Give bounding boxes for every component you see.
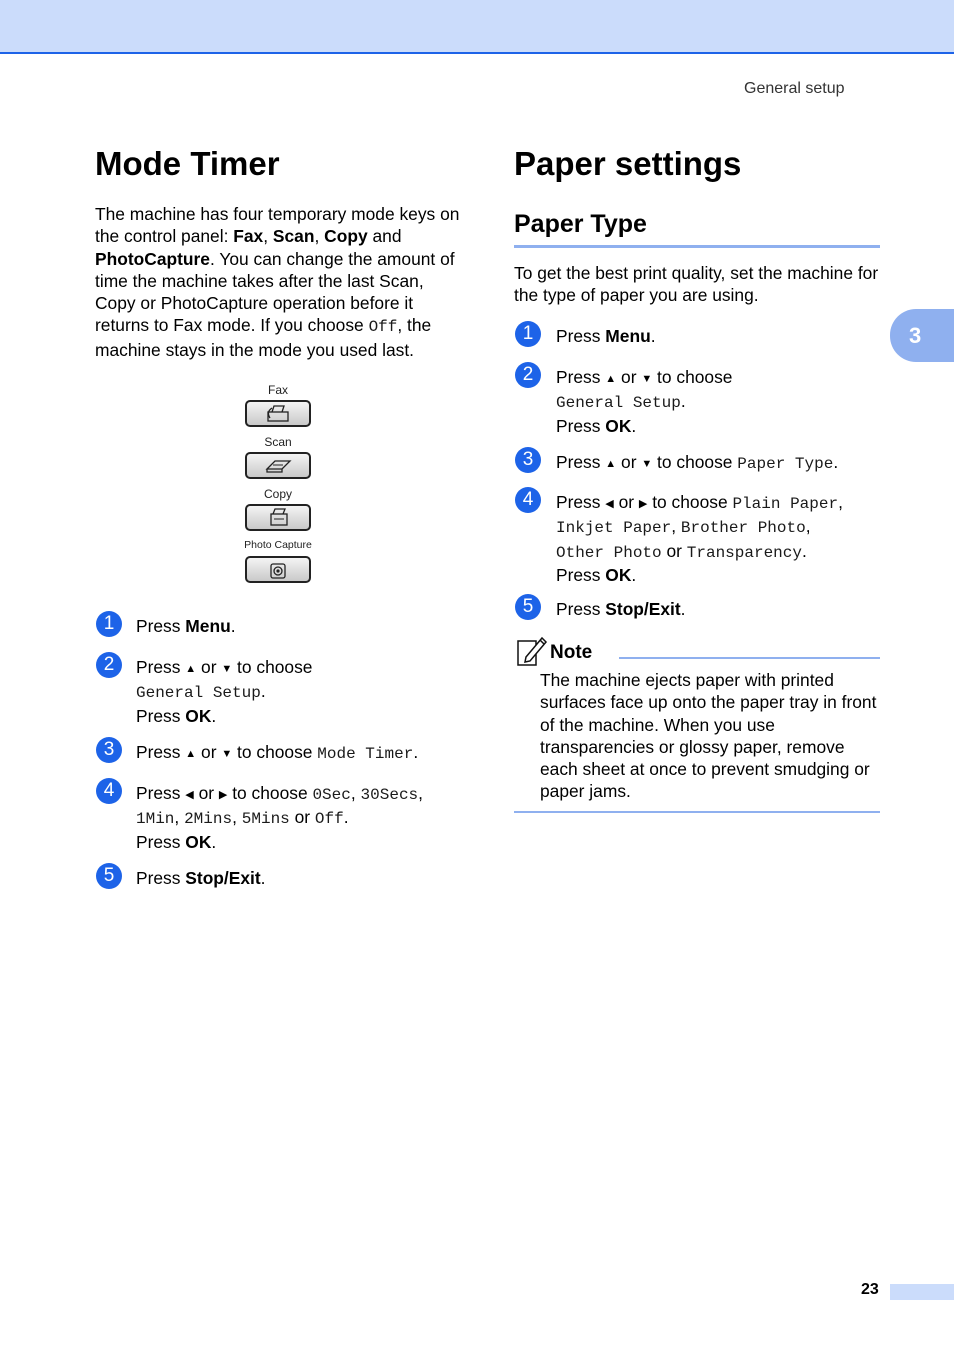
subtitle-rule [514, 245, 880, 248]
up-arrow-icon: ▲ [605, 458, 617, 470]
step-number-5: 5 [96, 863, 122, 889]
chapter-tab [890, 309, 954, 362]
page-number: 23 [861, 1281, 879, 1298]
subsection-title-paper-type: Paper Type [514, 210, 647, 238]
step-number-4: 4 [515, 487, 541, 513]
mode-timer-step-2: Press ▲ or ▼ to choose General Setup. Press OK. [136, 657, 313, 726]
scan-key [245, 452, 311, 479]
paper-type-step-1: Press Menu. [556, 326, 656, 346]
page-tab [890, 1284, 954, 1300]
down-arrow-icon: ▼ [641, 373, 653, 385]
step-number-3: 3 [515, 447, 541, 473]
note-rule-bottom [514, 811, 880, 813]
step-number-2: 2 [96, 652, 122, 678]
mode-keys-illustration [228, 383, 328, 591]
top-band [0, 0, 954, 54]
step-number-4: 4 [96, 778, 122, 804]
up-arrow-icon: ▲ [185, 663, 197, 675]
fax-key-label: Fax [267, 383, 288, 397]
section-title-mode-timer: Mode Timer [95, 145, 280, 182]
down-arrow-icon: ▼ [641, 458, 653, 470]
left-arrow-icon: ◀ [605, 498, 614, 510]
mode-timer-step-5: Press Stop/Exit. [136, 868, 266, 888]
step-number-2: 2 [515, 362, 541, 388]
note-label: Note [550, 642, 593, 663]
chapter-number: 3 [909, 322, 922, 348]
mode-timer-step-3: Press ▲ or ▼ to choose Mode Timer. [136, 742, 419, 763]
scanner-icon [263, 456, 293, 476]
running-header: General setup [744, 80, 845, 97]
fax-key [245, 400, 311, 427]
right-arrow-icon: ▶ [638, 498, 648, 510]
copy-key [245, 504, 311, 531]
mode-timer-step-1: Press Menu. [136, 616, 236, 636]
left-arrow-icon: ◀ [185, 789, 194, 801]
copier-icon [263, 508, 293, 528]
step-number-3: 3 [96, 737, 122, 763]
down-arrow-icon: ▼ [221, 748, 233, 760]
paper-type-step-3: Press ▲ or ▼ to choose Paper Type. [556, 452, 839, 473]
up-arrow-icon: ▲ [605, 373, 617, 385]
section-title-paper-settings: Paper settings [514, 145, 742, 182]
note-rule-top [619, 657, 880, 659]
step-number-1: 1 [515, 321, 541, 347]
paper-type-step-5: Press Stop/Exit. [556, 599, 686, 619]
down-arrow-icon: ▼ [221, 663, 233, 675]
step-number-1: 1 [96, 611, 122, 637]
right-arrow-icon: ▶ [218, 789, 228, 801]
photo-capture-key-label: Photo Capture [244, 539, 312, 551]
photo-capture-key [245, 556, 311, 583]
fax-icon [263, 404, 293, 424]
scan-key-label: Scan [264, 435, 292, 449]
paper-type-intro: To get the best print quality, set the machine for the type of paper you are using. [514, 263, 879, 306]
paper-type-step-2: Press ▲ or ▼ to choose General Setup. Press OK. [556, 367, 733, 436]
mode-timer-step-4: Press ◀ or ▶ to choose 0Sec, 30Secs, 1Min, 2Mins, 5Mins or Off. Press OK. [136, 783, 423, 852]
paper-type-step-4: Press ◀ or ▶ to choose Plain Paper, Inkjet Paper, Brother Photo, Other Photo or Transparency. Press OK. [556, 492, 843, 585]
up-arrow-icon: ▲ [185, 748, 197, 760]
camera-icon [263, 560, 293, 580]
note-text: The machine ejects paper with printed surfaces face up onto the paper tray in front of the machine. When you use transparencies or glossy paper, remove each sheet at once to prevent smudging or paper jams. [540, 670, 877, 802]
note-pencil-icon [516, 635, 548, 667]
step-number-5: 5 [515, 594, 541, 620]
copy-key-label: Copy [263, 487, 292, 501]
mode-timer-intro: The machine has four temporary mode keys on the control panel: Fax, Scan, Copy and PhotoCapture. You can change the amount of time the machine takes after the last Scan, Copy or PhotoCapture operation before it returns to Fax mode. If you choose Off, the machine stays in the mode you used last. [95, 204, 460, 360]
